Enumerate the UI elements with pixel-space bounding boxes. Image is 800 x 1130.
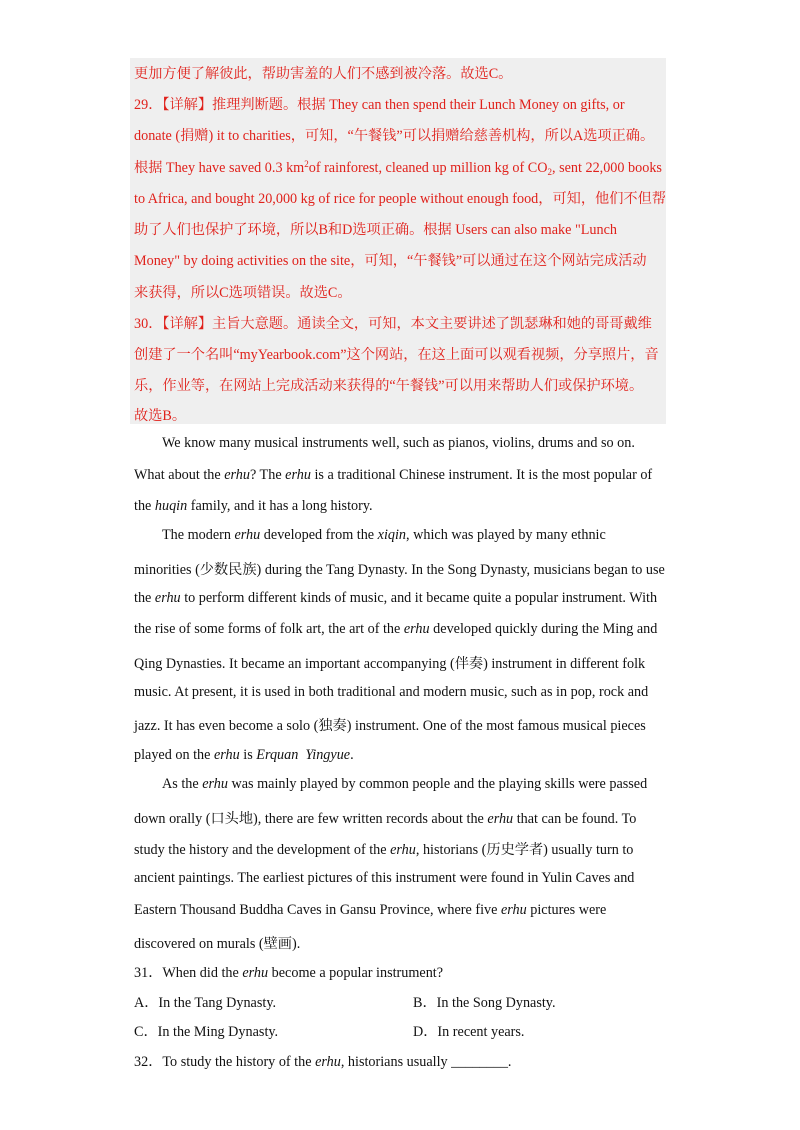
answer-30-line: 创建了一个名叫“myYearbook.com”这个网站，在这上面可以观看视频，分享照片，音	[134, 347, 659, 363]
passage-line: We know many musical instruments well, such as pianos, violins, drums and so on.	[162, 435, 635, 451]
answer-29-line: donate (捐赠) it to charities，可知，“午餐钱”可以捐赠给慈善机构，所以A选项正确。	[134, 128, 655, 144]
passage-line: music. At present, it is used in both traditional and modern music, such as in pop, rock and	[134, 684, 649, 700]
answer-30-line: 故选B。	[134, 408, 187, 424]
option-c: C．In the Ming Dynasty.	[134, 1024, 279, 1040]
question-32-stem: 32．To study the history of the erhu, historians usually ________.	[134, 1054, 512, 1070]
passage-line: What about the erhu? The erhu is a traditional Chinese instrument. It is the most popular of	[134, 467, 653, 483]
passage-line: jazz. It has even become a solo (独奏) instrument. One of the most famous musical pieces	[134, 718, 646, 734]
option-b: B．In the Song Dynasty.	[413, 995, 556, 1011]
passage-line: minorities (少数民族) during the Tang Dynasty. In the Song Dynasty, musicians began to use	[134, 562, 665, 578]
answer-29-line: 29．【详解】推理判断题。根据 They can then spend their Lunch Money on gifts, or	[134, 97, 625, 113]
answer-29-line: 根据 They have saved 0.3 $km^2of$ rainforest, cleaned up million kg of $CO_2$, sent 22,000 books	[134, 159, 662, 177]
passage-line: the rise of some forms of folk art, the art of the erhu developed quickly during the Ming and	[134, 621, 658, 637]
answer-28-tail: 更加方便了解彼此，帮助害羞的人们不感到被冷落。故选C。	[134, 66, 513, 82]
passage-line: ancient paintings. The earliest pictures of this instrument were found in Yulin Caves and	[134, 870, 635, 886]
option-d: D．In recent years.	[413, 1024, 525, 1040]
answer-30-line: 乐，作业等，在网站上完成活动来获得的“午餐钱”可以用来帮助人们或保护环境。	[134, 378, 644, 394]
answer-29-line: 来获得，所以C选项错误。故选C。	[134, 285, 352, 301]
passage-line: the huqin family, and it has a long history.	[134, 498, 373, 514]
passage-line: down orally (口头地), there are few written records about the erhu that can be found. To	[134, 811, 637, 827]
passage-line: discovered on murals (壁画).	[134, 936, 301, 952]
passage-line: Qing Dynasties. It became an important accompanying (伴奏) instrument in different folk	[134, 656, 646, 672]
passage-line: played on the erhu is Erquan Yingyue.	[134, 747, 354, 763]
answer-30-line: 30．【详解】主旨大意题。通读全文，可知，本文主要讲述了凯瑟琳和她的哥哥戴维	[134, 316, 652, 332]
passage-line: Eastern Thousand Buddha Caves in Gansu Province, where five erhu pictures were	[134, 902, 607, 918]
answer-29-line: Money" by doing activities on the site，可知，“午餐钱”可以通过在这个网站完成活动	[134, 253, 647, 269]
passage-line: the erhu to perform different kinds of music, and it became quite a popular instrument. With	[134, 590, 658, 606]
answer-29-line: 助了人们也保护了环境，所以B和D选项正确。根据 Users can also make "Lunch	[134, 222, 617, 238]
passage-line: As the erhu was mainly played by common people and the playing skills were passed	[162, 776, 648, 792]
answer-29-line: to Africa, and bought 20,000 kg of rice for people without enough food，可知，他们不但帮	[134, 191, 666, 207]
passage-line: study the history and the development of the erhu, historians (历史学者) usually turn to	[134, 842, 634, 858]
question-31-stem: 31．When did the erhu become a popular instrument?	[134, 965, 444, 981]
option-a: A．In the Tang Dynasty.	[134, 995, 277, 1011]
passage-line: The modern erhu developed from the xiqin, which was played by many ethnic	[162, 527, 606, 543]
